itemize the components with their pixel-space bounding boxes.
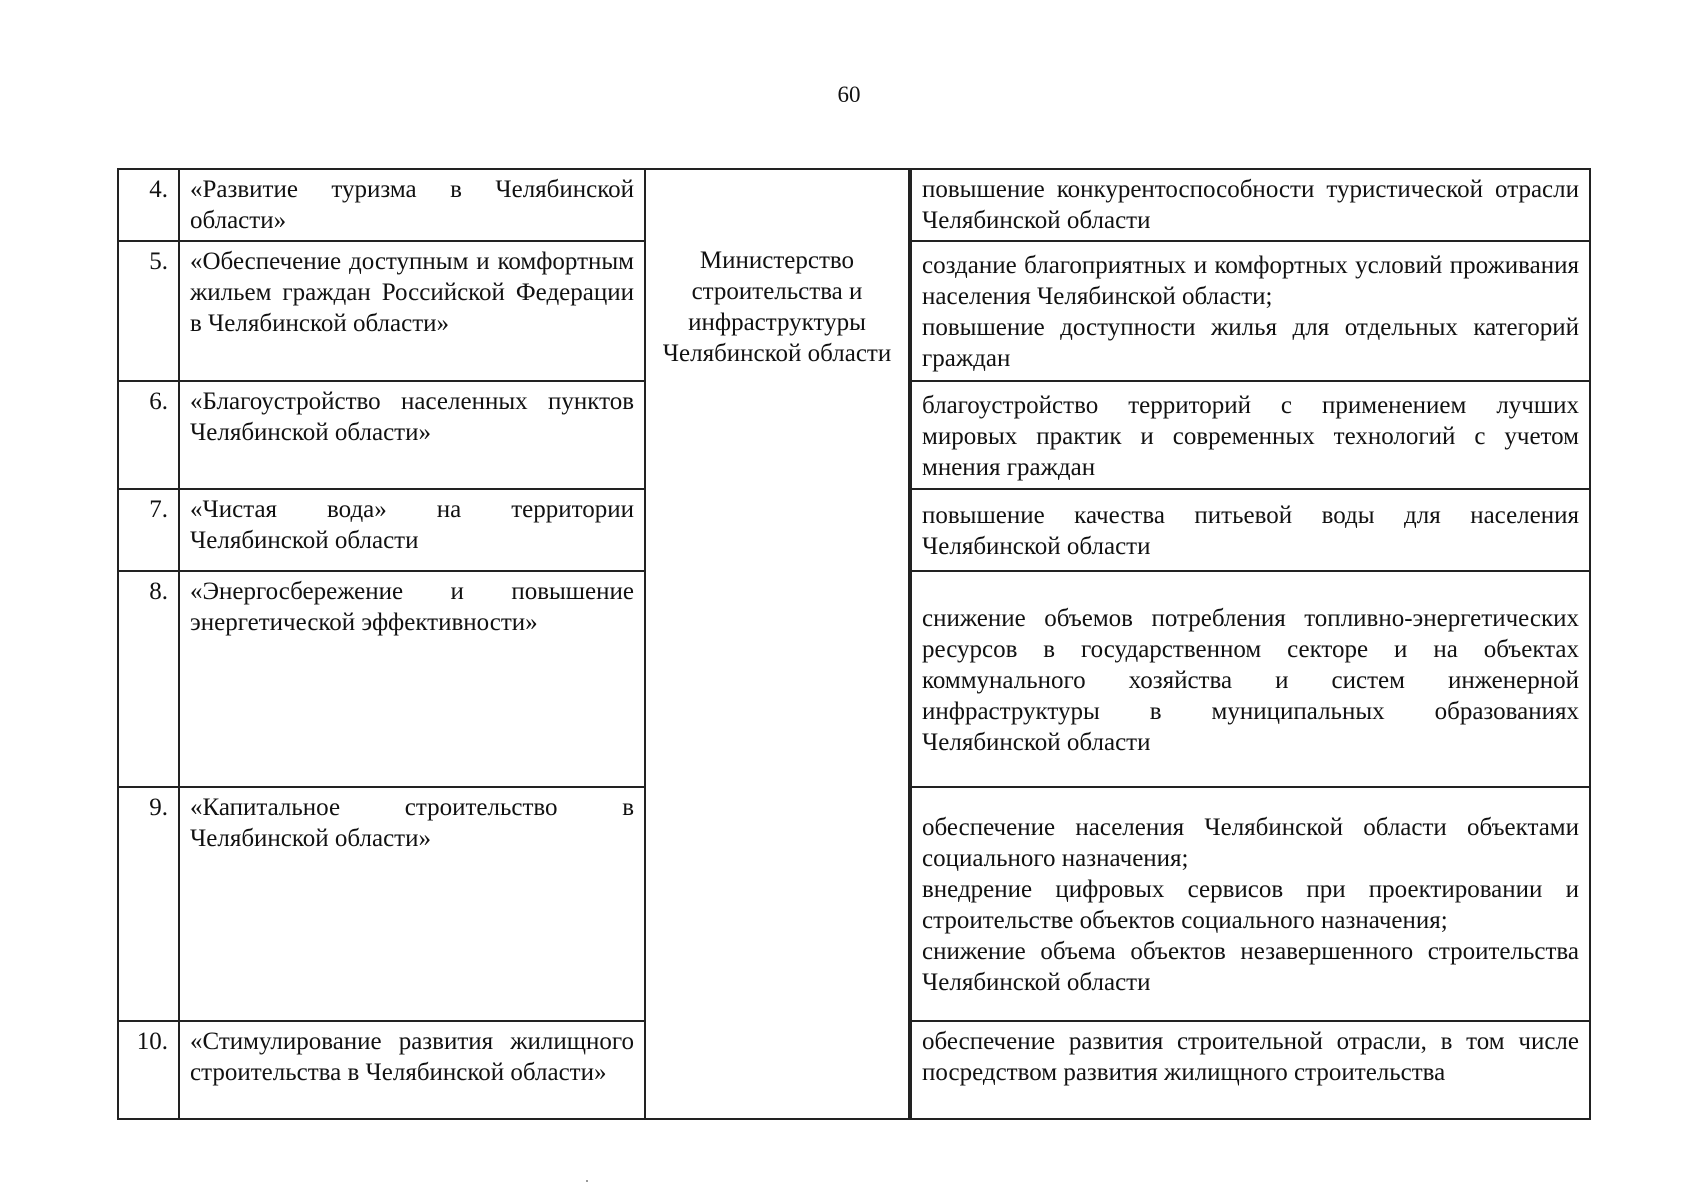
row-number: 5. (118, 241, 179, 381)
responsible-ministry: Министерство строительства и инфраструктуры Челябинской области (645, 241, 909, 1119)
program-name: «Энергосбережение и повышение энергетической эффективности» (179, 571, 645, 787)
program-goal (911, 381, 1590, 489)
page-number: 60 (837, 82, 861, 107)
program-name: «Обеспечение доступным и комфортным жильем граждан Российской Федерации в Челябинской области» (179, 241, 645, 381)
row-number: 9. (118, 787, 179, 1021)
programs-table (117, 168, 1591, 1120)
goal-text: повышение качества питьевой воды для населения Челябинской области (922, 502, 1579, 560)
row-number: 6. (118, 381, 179, 489)
goal-text: обеспечение населения Челябинской области объектами социального назначения; (922, 814, 1579, 872)
program-goal (911, 787, 1590, 1021)
ministry-empty-cell (645, 169, 909, 241)
goal-text: снижение объемов потребления топливно-энергетических ресурсов в государственном секторе и на объектах коммунального хозяйства и систем инженерной инфраструктуры в муниципальных образованиях Челябинской области (922, 604, 1579, 756)
table-row (118, 241, 1590, 381)
goal-text: повышение доступности жилья для отдельных категорий граждан (922, 314, 1579, 372)
program-goal (911, 571, 1590, 787)
goal-text: внедрение цифровых сервисов при проектировании и строительстве объектов социального назначения; (922, 876, 1579, 934)
program-goal (911, 489, 1590, 571)
row-number: 7. (118, 489, 179, 571)
row-number: 8. (118, 571, 179, 787)
program-goal (911, 1021, 1590, 1119)
goal-text: создание благоприятных и комфортных условий проживания населения Челябинской области; (922, 252, 1579, 310)
row-number: 4. (118, 169, 179, 241)
row-number: 10. (118, 1021, 179, 1119)
program-name: «Чистая вода» на территории Челябинской области (179, 489, 645, 571)
table-row (118, 169, 1590, 241)
goal-text: обеспечение развития строительной отрасли, в том числе посредством развития жилищного строительства (922, 1028, 1579, 1086)
goal-text: повышение конкурентоспособности туристической отрасли Челябинской области (922, 176, 1579, 234)
scan-speck (586, 1180, 588, 1182)
program-goal (911, 169, 1590, 241)
goal-text: благоустройство территорий с применением лучших мировых практик и современных технологий с учетом мнения граждан (922, 392, 1579, 481)
program-name: «Стимулирование развития жилищного строительства в Челябинской области» (179, 1021, 645, 1119)
program-name: «Благоустройство населенных пунктов Челябинской области» (179, 381, 645, 489)
goal-text: снижение объема объектов незавершенного строительства Челябинской области (922, 938, 1579, 996)
program-goal (911, 241, 1590, 381)
program-name: «Развитие туризма в Челябинской области» (179, 169, 645, 241)
program-name: «Капитальное строительство в Челябинской области» (179, 787, 645, 1021)
